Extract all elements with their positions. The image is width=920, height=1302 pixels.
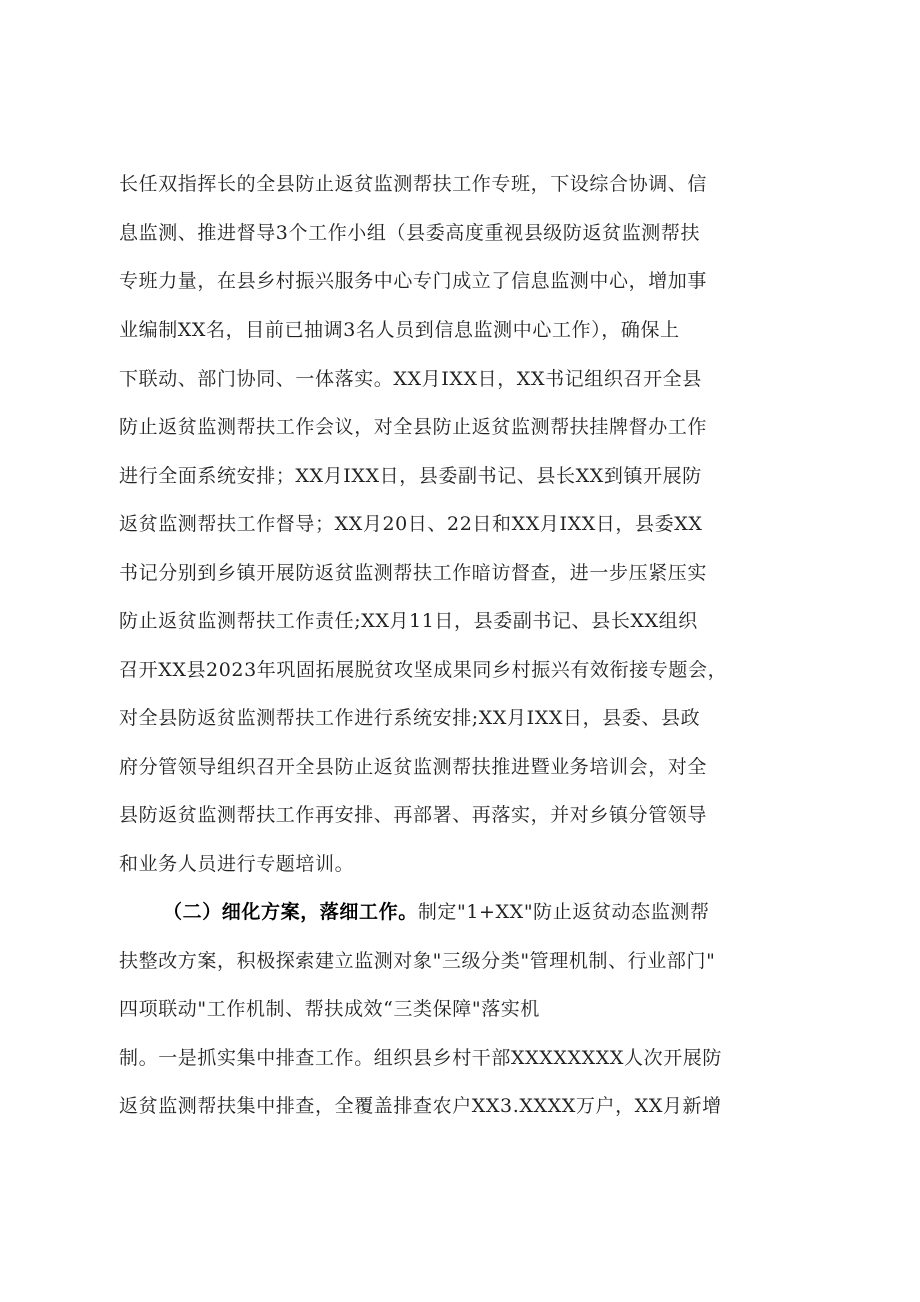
text-line: 召开XX县2023年巩固拓展脱贫攻坚成果同乡村振兴有效衔接专题会， [119, 659, 728, 681]
text-line: 防止返贫监测帮扶工作会议，对全县防止返贫监测帮扶挂牌督办工作 [119, 416, 708, 438]
section-heading: （二）细化方案，落细工作。 [163, 901, 418, 923]
text-line: 书记分别到乡镇开展防返贫监测帮扶工作暗访督查，进一步压紧压实 [119, 562, 708, 584]
text-line: 返贫监测帮扶集中排查，全覆盖排查农户XX3.XXXX万户，XX月新增 [119, 1095, 722, 1117]
text-line: 返贫监测帮扶工作督导；XX月20日、22日和XX月IXX日，县委XX [119, 513, 703, 535]
text-line: 息监测、推进督导3个工作小组（县委高度重视县级防返贫监测帮扶 [119, 222, 701, 244]
text-line: 进行全面系统安排；XX月IXX日，县委副书记、县长XX到镇开展防 [119, 465, 702, 487]
text-line: 长任双指挥长的全县防止返贫监测帮扶工作专班，下设综合协调、信 [119, 173, 708, 195]
text-line: 扶整改方案，积极探索建立监测对象"三级分类"管理机制、行业部门" [119, 950, 716, 972]
text-line: 对全县防返贫监测帮扶工作进行系统安排;XX月IXX日，县委、县政 [119, 707, 701, 729]
section-line-rest: 制定"1+XX"防止返贫动态监测帮 [417, 901, 710, 923]
text-line: 防止返贫监测帮扶工作责任;XX月11日，县委副书记、县长XX组织 [119, 610, 698, 632]
text-line: 和业务人员进行专题培训。 [119, 853, 355, 875]
section-first-line [163, 900, 710, 924]
text-line: 业编制XX名，目前已抽调3名人员到信息监测中心工作），确保上 [119, 319, 680, 341]
text-line: 制。一是抓实集中排查工作。组织县乡村干部XXXXXXXX人次开展防 [119, 1047, 723, 1069]
text-line: 四项联动"工作机制、帮扶成效“三类保障"落实机 [119, 998, 540, 1020]
text-line: 下联动、部门协同、一体落实。XX月IXX日，XX书记组织召开全县 [119, 368, 702, 390]
text-line: 县防返贫监测帮扶工作再安排、再部署、再落实，并对乡镇分管领导 [119, 804, 708, 826]
text-line: 府分管领导组织召开全县防止返贫监测帮扶推进暨业务培训会，对全 [119, 756, 708, 778]
text-line: 专班力量，在县乡村振兴服务中心专门成立了信息监测中心，增加事 [119, 270, 708, 292]
